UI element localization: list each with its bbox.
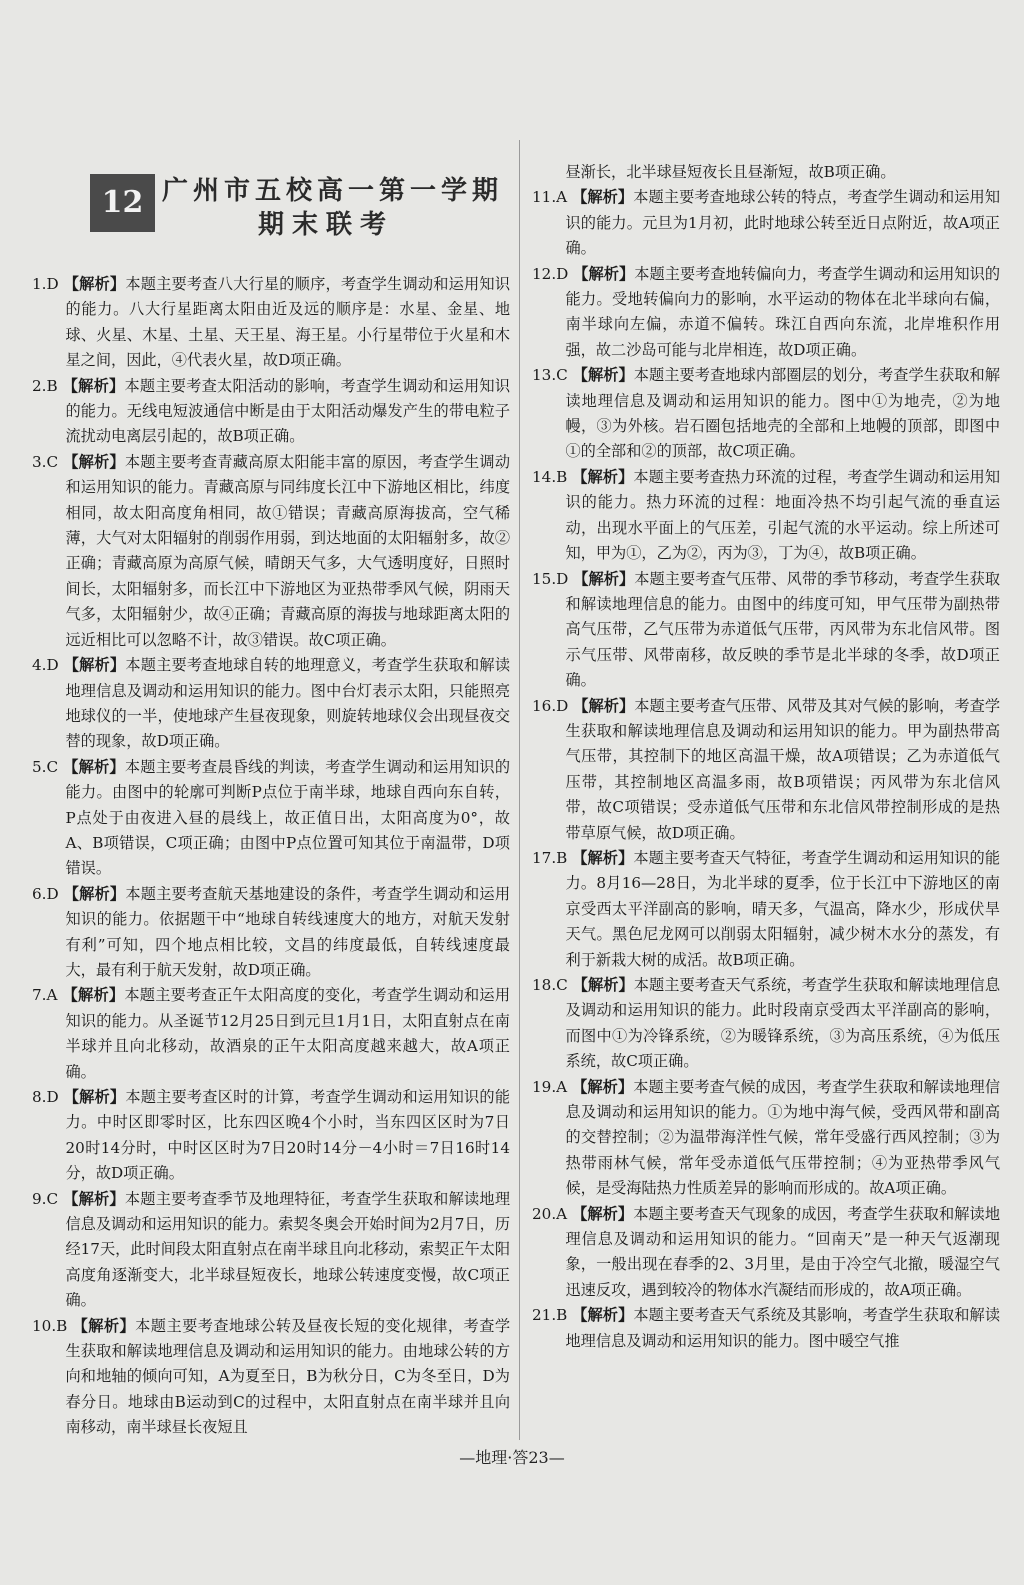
answer-item	[32, 1187, 510, 1314]
answer-explanation: 本题主要考查地球公转的特点，考查学生调动和运用知识的能力。元旦为1月初，此时地球公转至近日点附近，故A项正确。	[565, 188, 1001, 258]
answer-number: 5.C	[32, 757, 59, 776]
answer-number: 21.B	[532, 1306, 568, 1325]
section-title-line2: 期末联考	[258, 210, 395, 240]
answer-explanation: 本题主要考查正午太阳高度的变化，考查学生调动和运用知识的能力。从圣诞节12月25日到元旦1月1日，太阳直射点在南半球并且向北移动，故酒泉的正午太阳高度越来越大，故A项正确。	[65, 986, 511, 1081]
answer-item	[532, 465, 1000, 567]
analysis-tag: 【解析】	[572, 467, 634, 486]
analysis-tag: 【解析】	[573, 264, 635, 283]
answer-explanation: 本题主要考查天气系统，考查学生获取和解读地理信息及调动和运用知识的能力。此时段南京受西太平洋副高的影响，而图中①为冷锋系统，②为暖锋系统，③为高压系统，④为低压系统，故C项正确。	[565, 976, 1001, 1071]
analysis-tag: 【解析】	[63, 656, 126, 675]
answer-item	[532, 363, 1000, 465]
answer-explanation: 本题主要考查天气系统及其影响，考查学生获取和解读地理信息及调动和运用知识的能力。图中暖空气推	[565, 1306, 1001, 1350]
answer-explanation: 本题主要考查气压带、风带的季节移动，考查学生获取和解读地理信息的能力。由图中的纬度可知，甲气压带为副热带高气压带，乙气压带为赤道低气压带，丙风带为东北信风带。图示气压带、风带南移，故反映的季节是北半球的冬季，故D项正确。	[565, 569, 1001, 690]
answer-item	[532, 1202, 1000, 1304]
analysis-tag: 【解析】	[63, 452, 125, 471]
answer-explanation: 本题主要考查晨昏线的判读，考查学生调动和运用知识的能力。由图中的轮廓可判断P点位于南半球，地球自西向东自转，P点处于由夜进入昼的晨线上，故正值日出，太阳高度为0°，故A、B项错误，C项正确；由图中P点位置可知其位于南温带，D项错误。	[65, 757, 511, 878]
analysis-tag: 【解析】	[572, 1306, 634, 1325]
page-footer: —地理·答23—	[459, 1448, 565, 1467]
answer-item	[532, 567, 1000, 694]
answer-number: 2.B	[32, 376, 58, 395]
answer-item	[32, 1085, 510, 1187]
answer-item	[32, 450, 510, 653]
answer-number: 11.A	[532, 188, 568, 207]
answer-item	[532, 973, 1000, 1075]
answer-explanation: 本题主要考查热力环流的过程，考查学生调动和运用知识的能力。热力环流的过程：地面冷热不均引起气流的垂直运动，出现水平面上的气压差，引起气流的水平运动。综上所述可知，甲为①，乙为②，丙为③，丁为④，故B项正确。	[565, 467, 1001, 563]
answer-number: 10.B	[32, 1316, 68, 1335]
answer-item	[32, 983, 510, 1085]
analysis-tag: 【解析】	[572, 848, 634, 867]
answer-number: 20.A	[532, 1204, 568, 1223]
answer-explanation: 本题主要考查气压带、风带及其对气候的影响，考查学生获取和解读地理信息及调动和运用知识的能力。甲为副热带高气压带，其控制下的地区高温干燥，故A项错误；乙为赤道低气压带，其控制地区高温多雨，故B项错误；丙风带为东北信风带，故C项错误；受赤道低气压带和东北信风带控制形成的是热带草原气候，故D项正确。	[565, 696, 1001, 842]
answer-item	[32, 374, 510, 450]
analysis-tag: 【解析】	[573, 569, 635, 588]
answer-explanation: 本题主要考查太阳活动的影响，考查学生调动和运用知识的能力。无线电短波通信中断是由于太阳活动爆发产生的带电粒子流扰动电离层引起的，故B项正确。	[65, 376, 511, 446]
answer-explanation: 本题主要考查季节及地理特征，考查学生获取和解读地理信息及调动和运用知识的能力。索契冬奥会开始时间为2月7日，历经17天，此时间段太阳直射点在南半球且向北移动，索契正午太阳高度角逐渐变大，北半球昼短夜长，地球公转速度变慢，故C项正确。	[65, 1189, 511, 1310]
answer-number: 14.B	[532, 467, 568, 486]
answer-item	[32, 1314, 510, 1441]
column-divider	[519, 140, 520, 1440]
answer-number: 4.D	[32, 656, 59, 675]
analysis-tag: 【解析】	[63, 757, 125, 776]
continued-text: 昼渐长，北半球昼短夜长且昼渐短，故B项正确。	[565, 163, 896, 181]
answer-number: 12.D	[532, 264, 569, 283]
analysis-tag: 【解析】	[63, 884, 126, 903]
answer-item	[532, 262, 1000, 364]
answer-number: 18.C	[532, 976, 568, 994]
analysis-tag: 【解析】	[72, 1316, 136, 1335]
answer-explanation: 本题主要考查地球内部圈层的划分，考查学生获取和解读地理信息及调动和运用知识的能力。图中①为地壳，②为地幔，③为外核。岩石圈包括地壳的全部和上地幔的顶部，即图中①的全部和②的顶部，故C项正确。	[565, 366, 1001, 461]
answer-item	[32, 882, 510, 984]
answer-item	[32, 272, 510, 374]
answer-item	[532, 694, 1000, 846]
answer-number: 7.A	[32, 986, 58, 1005]
answer-number: 17.B	[532, 848, 568, 867]
analysis-tag: 【解析】	[62, 376, 125, 395]
answer-item	[32, 653, 510, 755]
analysis-tag: 【解析】	[573, 696, 635, 715]
analysis-tag: 【解析】	[63, 275, 126, 293]
answer-explanation: 本题主要考查天气现象的成因，考查学生获取和解读地理信息及调动和运用知识的能力。“回南天”是一种天气返潮现象，一般出现在春季的2、3月里，是由于冷空气北撤，暖湿空气迅速反攻，遇到较冷的物体水汽凝结而形成的，故A项正确。	[565, 1204, 1001, 1299]
right-answer-list	[532, 185, 1000, 1354]
answer-explanation: 本题主要考查地球自转的地理意义，考查学生获取和解读地理信息及调动和运用知识的能力。图中台灯表示太阳，只能照亮地球仪的一半，使地球产生昼夜现象，则旋转地球仪会出现昼夜交替的现象，故D项正确。	[65, 656, 511, 751]
answer-number: 16.D	[532, 696, 569, 715]
analysis-tag: 【解析】	[572, 1077, 634, 1096]
section-number-badge: 12	[90, 174, 155, 232]
answer-item	[32, 755, 510, 882]
analysis-tag: 【解析】	[572, 188, 634, 207]
answer-number: 3.C	[32, 452, 59, 471]
answer-explanation: 本题主要考查八大行星的顺序，考查学生调动和运用知识的能力。八大行星距离太阳由近及远的顺序是：水星、金星、地球、火星、木星、土星、天王星、海王星。小行星带位于火星和木星之间，因此，④代表火星，故D项正确。	[65, 275, 511, 370]
right-column	[532, 160, 1000, 1354]
answer-explanation: 本题主要考查地转偏向力，考查学生调动和运用知识的能力。受地转偏向力的影响，水平运动的物体在北半球向右偏，南半球向左偏，赤道不偏转。珠江自西向东流，北岸堆积作用强，故二沙岛可能与北岸相连，故D项正确。	[565, 264, 1001, 359]
answer-item	[532, 1075, 1000, 1202]
answer-item	[532, 185, 1000, 261]
analysis-tag: 【解析】	[572, 1204, 634, 1223]
analysis-tag: 【解析】	[63, 1088, 126, 1106]
answer-number: 6.D	[32, 884, 59, 903]
answer-explanation: 本题主要考查气候的成因，考查学生获取和解读地理信息及调动和运用知识的能力。①为地中海气候，受西风带和副高的交替控制；②为温带海洋性气候，常年受盛行西风控制；③为热带雨林气候，常年受赤道低气压带控制；④为亚热带季风气候，是受海陆热力性质差异的影响而形成的。故A项正确。	[565, 1077, 1001, 1198]
left-column	[32, 272, 510, 1441]
answer-item	[532, 1303, 1000, 1354]
answer-explanation: 本题主要考查地球公转及昼夜长短的变化规律，考查学生获取和解读地理信息及调动和运用知识的能力。由地球公转的方向和地轴的倾向可知，A为夏至日，B为秋分日，C为冬至日，D为春分日。地球由B运动到C的过程中，太阳直射点在南半球并且向南移动，南半球昼长夜短且	[65, 1316, 511, 1437]
answer-number: 19.A	[532, 1077, 568, 1096]
analysis-tag: 【解析】	[62, 986, 125, 1005]
answer-number: 15.D	[532, 569, 569, 588]
section-title-line1: 广州市五校高一第一学期	[162, 176, 504, 206]
answer-number: 8.D	[32, 1088, 59, 1106]
answer-explanation: 本题主要考查区时的计算，考查学生调动和运用知识的能力。中时区即零时区，比东四区晚4个小时，当东四区区时为7日20时14分时，中时区区时为7日20时14分－4小时＝7日16时14分，故D项正确。	[65, 1088, 511, 1183]
answer-number: 1.D	[32, 275, 59, 293]
answer-explanation: 本题主要考查青藏高原太阳能丰富的原因，考查学生调动和运用知识的能力。青藏高原与同纬度长江中下游地区相比，纬度相同，故太阳高度角相同，故①错误；青藏高原海拔高，空气稀薄，大气对太阳辐射的削弱作用弱，到达地面的太阳辐射多，故②正确；青藏高原为高原气候，晴朗天气多，大气透明度好，日照时间长，太阳辐射多，而长江中下游地区为亚热带季风气候，阴雨天气多，太阳辐射少，故④正确；青藏高原的海拔与地球距离太阳的远近相比可以忽略不计，故③错误。故C项正确。	[65, 452, 511, 649]
analysis-tag: 【解析】	[572, 366, 634, 385]
answer-item	[532, 846, 1000, 973]
analysis-tag: 【解析】	[572, 976, 634, 994]
answer-explanation: 本题主要考查天气特征，考查学生调动和运用知识的能力。8月16—28日，为北半球的夏季，位于长江中下游地区的南京受西太平洋副高的影响，晴天多，气温高，降水少，形成伏旱天气。黑色尼龙网可以削弱太阳辐射，减少树木水分的蒸发，有利于新栽大树的成活。故B项正确。	[565, 848, 1001, 969]
answer-number: 13.C	[532, 366, 568, 385]
analysis-tag: 【解析】	[63, 1189, 125, 1208]
answer-explanation: 本题主要考查航天基地建设的条件，考查学生调动和运用知识的能力。依据题干中“地球自转线速度大的地方，对航天发射有利”可知，四个地点相比较，文昌的纬度最低，自转线速度最大，最有利于航天发射，故D项正确。	[65, 884, 511, 979]
answer-number: 9.C	[32, 1189, 59, 1208]
